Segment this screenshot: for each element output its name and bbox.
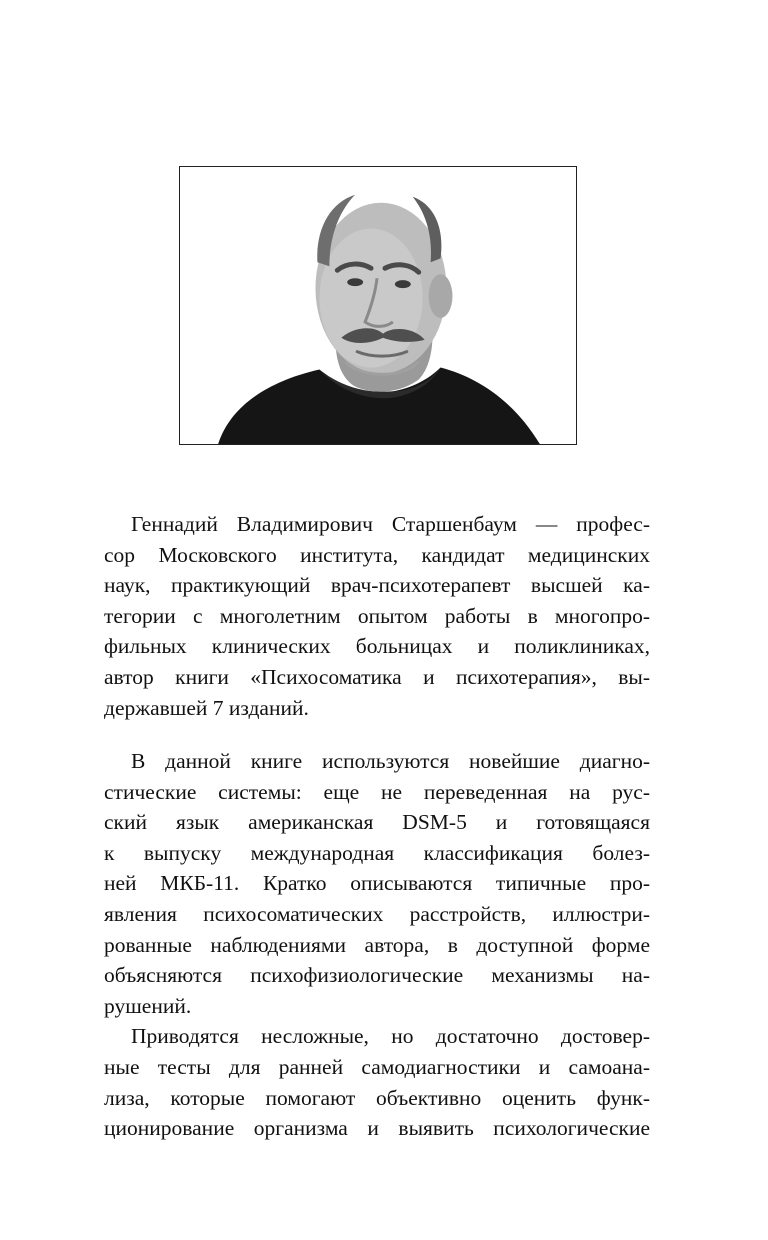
text-line: Геннадий Владимирович Старшенбаум — профес- bbox=[131, 512, 650, 536]
text-line: ней МКБ-11. Кратко описываются типичные про- bbox=[104, 871, 650, 896]
author-bio-paragraph bbox=[104, 509, 650, 723]
text-line: тегории с многолетним опытом работы в многопро- bbox=[104, 603, 650, 628]
text-line: фильных клинических больницах и поликлиниках, bbox=[104, 634, 650, 659]
text-line: В данной книге используются новейшие диагно- bbox=[131, 749, 650, 773]
text-line: ский язык американская DSM-5 и готовящаяся bbox=[104, 810, 650, 835]
author-bio-section bbox=[104, 509, 650, 723]
text-line: к выпуску международная классификация болез- bbox=[104, 840, 650, 865]
text-line: объясняются психофизиологические механизмы на- bbox=[104, 963, 650, 988]
text-line: явления психосоматических расстройств, иллюстри- bbox=[104, 901, 650, 926]
text-line: автор книги «Психосоматика и психотерапия», вы- bbox=[104, 664, 650, 689]
text-line: ные тесты для ранней самодиагностики и самоана- bbox=[104, 1054, 650, 1079]
book-description-section bbox=[104, 746, 650, 1144]
text-line: стические системы: еще не переведенная на рус- bbox=[104, 779, 650, 804]
author-portrait-image bbox=[180, 167, 576, 444]
tests-description-paragraph bbox=[104, 1021, 650, 1143]
author-photo bbox=[179, 166, 577, 445]
text-line: рушений. bbox=[104, 993, 192, 1018]
text-line: державшей 7 изданий. bbox=[104, 695, 309, 720]
text-line: сор Московского института, кандидат медицинских bbox=[104, 542, 650, 567]
text-line: лиза, которые помогают объективно оценить функ- bbox=[104, 1085, 650, 1110]
text-line: наук, практикующий врач-психотерапевт высшей ка- bbox=[104, 573, 650, 598]
text-line: ционирование организма и выявить психологические bbox=[104, 1116, 650, 1141]
book-description-paragraph bbox=[104, 746, 650, 1021]
text-line: рованные наблюдениями автора, в доступной форме bbox=[104, 932, 650, 957]
text-line: Приводятся несложные, но достаточно достовер- bbox=[131, 1024, 650, 1049]
